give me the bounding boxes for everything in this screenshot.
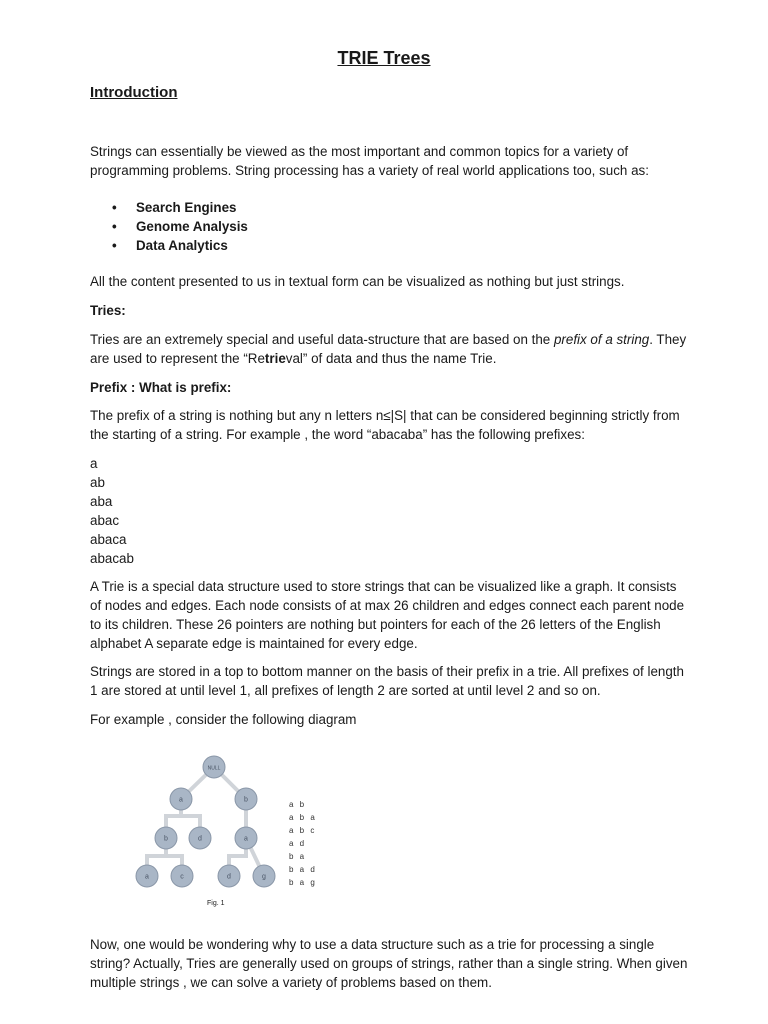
node-label: d <box>227 873 231 881</box>
textual-paragraph: All the content presented to us in textual form can be visualized as nothing but just strings. <box>90 274 625 289</box>
node-label: g <box>262 873 266 881</box>
list-item: b a g <box>289 878 317 887</box>
closing-paragraph: Now, one would be wondering why to use a data structure such as a trie for processing a single string? Actually, Tries are generally used on groups of strings, rather than a single string. When given multiple strings , we can solve a variety of problems based on them. <box>90 937 688 990</box>
list-item: b a d <box>289 865 317 874</box>
tries-paragraph <box>90 330 690 368</box>
node-label: c <box>180 873 184 881</box>
tries-heading: Tries: <box>90 303 126 318</box>
list-item: abac <box>90 513 120 528</box>
tries-text-2: . They are used to represent the “Re <box>90 332 687 366</box>
list-item: a b a <box>289 813 317 822</box>
list-item: ab <box>90 475 105 490</box>
trie-edges <box>147 767 264 876</box>
list-item: a b c <box>289 826 317 835</box>
list-item: aba <box>90 494 113 509</box>
figure-caption: Fig. 1 <box>207 900 225 907</box>
applications-list <box>112 198 248 255</box>
trie-paragraph: A Trie is a special data structure used to store strings that can be visualized like a graph. It consists of nodes and edges. Each node consists of at max 26 children and edges connect each parent node to its children. These 26 pointers are nothing but pointers for each of the 26 letters of the English alphabet A separate edge is maintained for every edge. <box>90 579 685 651</box>
prefix-heading: Prefix : What is prefix: <box>90 380 232 395</box>
node-label: d <box>198 835 202 843</box>
list-item: • Genome Analysis <box>112 217 248 236</box>
list-item: b a <box>289 852 307 861</box>
list-item: a d <box>289 839 307 848</box>
node-label: a <box>179 796 183 804</box>
tries-bold: trie <box>264 351 286 366</box>
trie-word-list <box>289 798 317 889</box>
list-item: • Data Analytics <box>112 236 248 255</box>
list-item: a b <box>289 800 307 809</box>
intro-paragraph: Strings can essentially be viewed as the most important and common topics for a variety of programming problems. String processing has a variety of real world applications too, such as: <box>90 144 649 178</box>
list-item: abacab <box>90 551 134 566</box>
list-item: • Search Engines <box>112 198 248 217</box>
tries-emphasis: prefix of a string <box>553 332 650 347</box>
node-label: NULL <box>207 765 221 772</box>
storage-paragraph: Strings are stored in a top to bottom manner on the basis of their prefix in a trie. All prefixes of length 1 are stored at until level 1, all prefixes of length 2 are sorted at until level 2 and so on. <box>90 664 684 698</box>
list-item: abaca <box>90 532 127 547</box>
node-label: b <box>244 796 248 804</box>
node-label: a <box>145 873 149 881</box>
intro-heading: Introduction <box>90 84 178 101</box>
page-title: TRIE Trees <box>337 48 431 68</box>
list-item: a <box>90 456 98 471</box>
tries-text-3: val” of data and thus the name Trie. <box>285 351 497 366</box>
trie-diagram <box>130 752 290 898</box>
example-paragraph: For example , consider the following diagram <box>90 712 357 727</box>
prefix-list <box>90 454 134 568</box>
tries-text-1: Tries are an extremely special and useful data-structure that are based on the <box>90 332 554 347</box>
node-label: b <box>164 835 168 843</box>
prefix-paragraph: The prefix of a string is nothing but any n letters n≤|S| that can be considered beginning strictly from the starting of a string. For example , the word “abacaba” has the following prefixes: <box>90 408 680 442</box>
node-label: a <box>244 835 248 843</box>
